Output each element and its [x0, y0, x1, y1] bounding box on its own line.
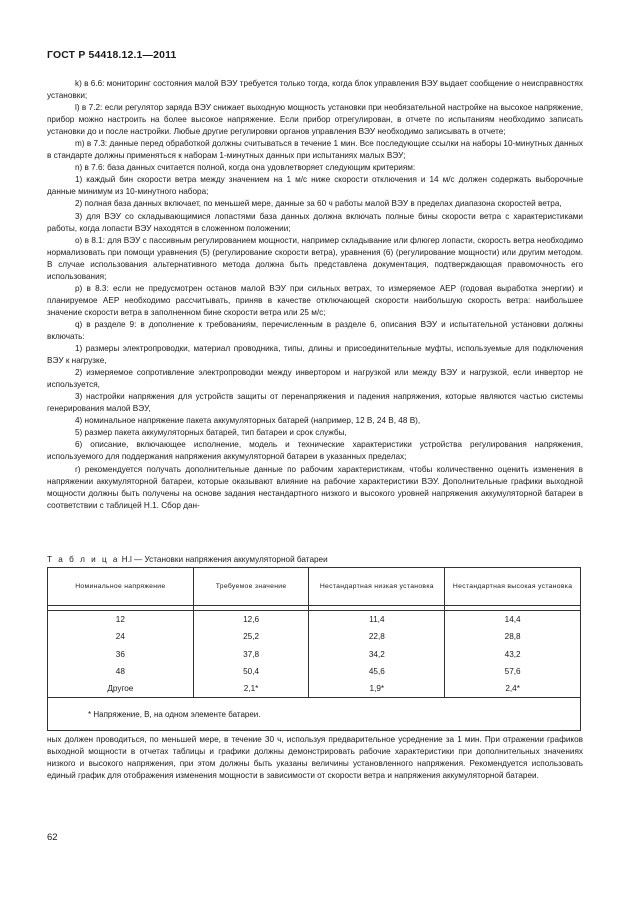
- table-caption-prefix: Т а б л и ц а: [47, 555, 120, 564]
- table-footnote: * Напряжение, В, на одном элементе батареи.: [48, 698, 581, 731]
- cell-high: 2,4*: [445, 680, 581, 698]
- table-caption-text: Н.l — Установки напряжения аккумуляторной батареи: [119, 555, 328, 564]
- table-header-row: [48, 568, 581, 606]
- table-row: [48, 628, 581, 645]
- cell-low: 11,4: [309, 611, 445, 629]
- cell-nominal: 24: [48, 628, 194, 645]
- table-footnote-row: [48, 698, 581, 731]
- paragraph: 6) описание, включающее исполнение, модель и технические характеристики устройства регулирования напряжения, используемого для поддержания напряжения аккумуляторной батареи в указанных пределах;: [47, 440, 583, 462]
- body-text: [47, 78, 583, 512]
- paragraph: р) в 8.3: если не предусмотрен останов малой ВЭУ при сильных ветрах, то измеряемое AEP (годовая выработка энергии) и планируемое AEP необходимо рассчитывать, приняв в качестве отключающей скорости наибольшую скорость ветра: наибольшее значение скорости ветра в заполненном бине скорости ветра или 25 м/с;: [47, 283, 583, 317]
- paragraph: о) в 8.1: для ВЭУ с пассивным регулированием мощности, например складывание или флюгер лопасти, скорость ветра необходимо нормализовать при помощи уравнения (5) (регулирование скорости ветра), уравнения (6) (регулирование мощности) или другим методом. В случае использования альтернативного метода должна быть представлена документация, подтверждающая правомочность его использования;: [47, 235, 583, 281]
- cell-nominal: 36: [48, 646, 194, 663]
- voltage-settings-table: [47, 567, 581, 731]
- cell-required: 2,1*: [193, 680, 309, 698]
- cell-nominal: 48: [48, 663, 194, 680]
- paragraph: 1) каждый бин скорости ветра между значением на 1 м/с ниже скорости отключения и 14 м/с должен содержать выборочные данные минимум из 10-минутного набора;: [47, 175, 583, 197]
- table-row: [48, 646, 581, 663]
- paragraph: ных должен проводиться, по меньшей мере, в течение 30 ч, используя предварительное усреднение за 1 мин. При отражении графиков выходной мощности в отчетах таблицы и графики должны демонстрировать рабочие характеристики при дополнительных значениях низкого и высокого напряжения, при этом должны быть указаны величины установленного напряжения. Рекомендуется использовать единый график для отображения изменения мощности в зависимости от скорости ветра и напряжения аккумуляторной батареи.: [47, 735, 583, 781]
- header-low-setting: Нестандартная низкая установка: [309, 568, 445, 606]
- cell-low: 1,9*: [309, 680, 445, 698]
- cell-high: 57,6: [445, 663, 581, 680]
- cell-required: 50,4: [193, 663, 309, 680]
- paragraph: 5) размер пакета аккумуляторных батарей, тип батареи и срок службы,: [75, 428, 347, 438]
- cell-high: 14,4: [445, 611, 581, 629]
- cell-low: 45,6: [309, 663, 445, 680]
- page-header: ГОСТ Р 54418.12.1—2011: [47, 50, 177, 61]
- paragraph: 3) для ВЭУ со складывающимися лопастями база данных должна включать полные бины скорости ветра с характеристиками работы, когда лопасти ВЭУ находятся в сложенном положении;: [47, 211, 583, 233]
- paragraph: 3) настройки напряжения для устройств защиты от перенапряжения и падения напряжения, которые являются частью системы генерирования малой ВЭУ,: [47, 392, 583, 414]
- table-row: [48, 611, 581, 629]
- continuation-text: [47, 734, 583, 782]
- paragraph: m) в 7.3: данные перед обработкой должны считываться в течение 1 мин. Все последующие ссылки на наборы 10-минутных данных в стандарте должны применяться к наборам 1-минутных данных при испытаниях малых ВЭУ;: [47, 139, 583, 161]
- cell-high: 28,8: [445, 628, 581, 645]
- table-row: [48, 663, 581, 680]
- cell-low: 34,2: [309, 646, 445, 663]
- paragraph: 1) размеры электропроводки, материал проводника, типы, длины и присоединительные муфты, используемые для подключения ВЭУ к нагрузке,: [47, 344, 583, 366]
- table-caption: [47, 554, 583, 566]
- header-required-value: Требуемое значение: [193, 568, 309, 606]
- paragraph: 2) измеряемое сопротивление электропроводки между инвертором и нагрузкой или между ВЭУ и нагрузкой, если инвертор не используется,: [47, 368, 583, 390]
- paragraph: 2) полная база данных включает, по меньшей мере, данные за 60 ч работы малой ВЭУ в пределах диапазона скоростей ветра,: [75, 199, 562, 209]
- paragraph: q) в разделе 9: в дополнение к требованиям, перечисленным в разделе 6, описания ВЭУ и испытательной установки должны включать:: [47, 319, 583, 341]
- cell-high: 43,2: [445, 646, 581, 663]
- cell-required: 37,8: [193, 646, 309, 663]
- table-row: [48, 680, 581, 698]
- paragraph: k) в 6.6: мониторинг состояния малой ВЭУ требуется только тогда, когда блок управления ВЭУ выдает сообщение о неисправностях установки;: [47, 79, 583, 101]
- header-nominal-voltage: Номинальное напряжение: [48, 568, 194, 606]
- paragraph: n) в 7.6: база данных считается полной, когда она удовлетворяет следующим критериям:: [75, 163, 416, 173]
- cell-nominal: Другое: [48, 680, 194, 698]
- cell-low: 22,8: [309, 628, 445, 645]
- paragraph: r) рекомендуется получать дополнительные данные по рабочим характеристикам, чтобы количественно оценить изменения в напряжении аккумуляторной батареи, которые оказывают влияние на рабочие характеристики ВЭУ. Дополнительные графики выходной мощности должны быть получены на основе задания нестандартного низкого и высокого уровней напряжения аккумуляторной батареи в соответствии с таблицей Н.1. Сбор дан-: [47, 464, 583, 510]
- page-number: 62: [47, 832, 58, 843]
- cell-required: 12,6: [193, 611, 309, 629]
- cell-nominal: 12: [48, 611, 194, 629]
- paragraph: 4) номинальное напряжение пакета аккумуляторных батарей (например, 12 В, 24 В, 48 В),: [75, 416, 421, 426]
- cell-required: 25,2: [193, 628, 309, 645]
- paragraph: l) в 7.2: если регулятор заряда ВЭУ снижает выходную мощность установки при необязательной настройке на высокое напряжение, прибор можно настроить на более высокое напряжение. Если прибор отрегулирован, в отчете по испытаниям необходимо записать установки до и после настройки. Любые другие регулировки органов управления ВЭУ необходимо записывать в отчете;: [47, 103, 583, 137]
- header-high-setting: Нестандартная высокая установка: [445, 568, 581, 606]
